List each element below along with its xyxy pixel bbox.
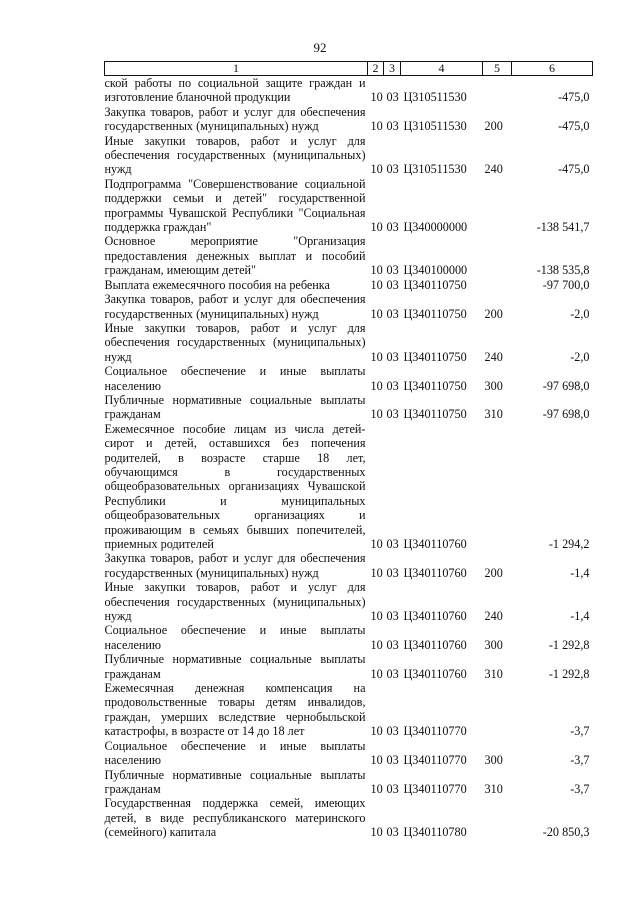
header-col-4: 4 [401,62,483,76]
row-expense-type: 200 [484,565,503,580]
row-amount: -475,0 [558,119,590,134]
row-target-article: Ц340110760 [403,565,467,580]
table-row [105,580,593,623]
row-amount: -1 292,8 [548,637,590,652]
header-col-6: 6 [512,62,593,76]
row-expense-type: 310 [484,407,503,422]
table-row [105,292,593,321]
header-col-5: 5 [483,62,512,76]
row-target-article: Ц340100000 [403,263,468,278]
row-target-article: Ц340110770 [403,781,467,796]
row-subsection: 03 [386,263,399,278]
table-row [105,652,593,681]
row-subsection: 03 [386,609,399,624]
row-subsection: 03 [386,565,399,580]
row-expense-type: 300 [484,753,503,768]
row-expense-type [483,681,512,739]
table-row [105,234,593,277]
row-target-article: Ц340110770 [403,753,467,768]
row-name: Иные закупки товаров, работ и услуг для обеспечения государственных (муниципальных) нужд [104,580,366,624]
header-col-2: 2 [368,62,384,76]
budget-table [104,61,593,840]
row-amount: -475,0 [558,90,590,105]
table-row [105,393,593,422]
row-section: 10 [370,277,383,292]
row-target-article: Ц340110770 [403,724,467,739]
row-subsection: 03 [386,666,399,681]
row-expense-type [483,422,512,552]
row-amount: -97 698,0 [542,378,590,393]
row-amount: -3,7 [570,724,590,739]
row-amount: -1,4 [570,609,590,624]
row-amount: -2,0 [570,349,590,364]
row-section: 10 [370,666,383,681]
row-section: 10 [370,724,383,739]
row-target-article: Ц340110750 [403,407,467,422]
table-row [105,134,593,177]
row-amount: -3,7 [570,781,590,796]
row-amount: -3,7 [570,753,590,768]
row-subsection: 03 [386,119,399,134]
row-target-article: Ц340110760 [403,537,467,551]
table-row [105,364,593,393]
row-subsection: 03 [386,277,399,292]
row-name: Государственная поддержка семей, имеющих детей, в виде республиканского материнского (семейного) капитала [104,796,366,840]
row-subsection: 03 [386,349,399,364]
row-amount: -1,4 [570,565,590,580]
row-target-article: Ц340110750 [403,378,467,393]
row-section: 10 [370,220,383,235]
header-col-1: 1 [105,62,368,76]
row-expense-type [483,278,512,292]
row-expense-type [483,234,512,277]
row-section: 10 [370,609,383,624]
row-subsection: 03 [386,306,399,321]
row-name: Закупка товаров, работ и услуг для обеспечения государственных (муниципальных) нужд [104,551,366,580]
table-row [105,623,593,652]
row-amount: -1 292,8 [548,666,590,681]
row-name: Подпрограмма "Совершенствование социальной поддержки семьи и детей" государственной программы Чувашской Республики "Социальная поддержка граждан" [104,176,366,235]
table-row [105,76,593,105]
row-section: 10 [370,637,383,652]
header-col-3: 3 [384,62,401,76]
table-row [105,422,593,552]
row-name: Иные закупки товаров, работ и услуг для обеспечения государственных (муниципальных) нужд [104,320,366,364]
row-amount: -138 535,8 [536,263,590,278]
table-row [105,739,593,768]
row-target-article: Ц310511530 [403,162,467,177]
row-section: 10 [370,263,383,278]
table-header [105,62,593,76]
row-expense-type: 300 [484,637,503,652]
row-name: Социальное обеспечение и иные выплаты населению [104,738,366,768]
table-row [105,321,593,364]
row-section: 10 [370,306,383,321]
table-body [105,76,593,840]
row-subsection: 03 [386,724,399,739]
row-expense-type: 240 [484,349,503,364]
row-amount: -475,0 [558,162,590,177]
row-subsection: 03 [386,637,399,652]
row-subsection: 03 [386,162,399,177]
row-amount: -20 850,3 [542,825,590,840]
row-name: Социальное обеспечение и иные выплаты населению [104,623,366,652]
row-amount: -97 698,0 [542,407,590,422]
row-expense-type [483,177,512,235]
row-section: 10 [370,825,383,840]
row-expense-type [483,76,512,105]
row-target-article: Ц340110750 [403,277,467,292]
row-section: 10 [370,407,383,422]
row-name: Публичные нормативные социальные выплаты гражданам [104,767,366,796]
row-name: Публичные нормативные социальные выплаты гражданам [104,392,366,422]
row-name: Публичные нормативные социальные выплаты гражданам [104,652,366,681]
row-section: 10 [370,119,383,134]
row-name: Иные закупки товаров, работ и услуг для обеспечения государственных (муниципальных) нужд [104,133,366,177]
page-number: 92 [313,40,327,55]
row-target-article: Ц340110780 [403,825,467,840]
row-expense-type: 240 [484,162,503,177]
row-name: Ежемесячная денежная компенсация на продовольственные товары детям инвалидов, граждан, умерших вследствие чернобыльской катастрофы, в возрасте от 14 до 18 лет [104,681,366,739]
row-subsection: 03 [386,753,399,768]
row-name: Основное мероприятие "Организация предоставления денежных выплат и пособий гражданам, имеющим детей" [104,234,366,278]
table-row [105,278,593,292]
row-target-article: Ц340000000 [403,220,468,235]
row-target-article: Ц310511530 [403,119,467,134]
row-target-article: Ц340110750 [403,306,467,321]
row-section: 10 [370,565,383,580]
table-row [105,177,593,235]
row-subsection: 03 [386,220,399,235]
row-section: 10 [370,349,383,364]
row-target-article: Ц340110760 [403,637,467,652]
row-amount: -1 294,2 [548,537,590,551]
row-subsection: 03 [386,781,399,796]
row-expense-type [483,796,512,839]
row-expense-type: 300 [484,378,503,393]
row-section: 10 [370,753,383,768]
row-section: 10 [370,162,383,177]
row-name: Закупка товаров, работ и услуг для обеспечения государственных (муниципальных) нужд [104,292,366,321]
table-row [105,768,593,797]
row-section: 10 [370,90,383,105]
row-amount: -138 541,7 [536,220,590,235]
row-expense-type: 240 [484,609,503,624]
row-name: Закупка товаров, работ и услуг для обеспечения государственных (муниципальных) нужд [104,104,366,134]
row-section: 10 [370,537,383,551]
row-section: 10 [370,781,383,796]
row-subsection: 03 [386,407,399,422]
row-subsection: 03 [386,537,399,551]
row-target-article: Ц340110760 [403,666,467,681]
table-row [105,796,593,839]
row-amount: -97 700,0 [542,277,590,292]
row-target-article: Ц340110750 [403,349,467,364]
row-name: Социальное обеспечение и иные выплаты населению [104,364,366,393]
row-name: ской работы по социальной защите граждан и изготовление бланочной продукции [104,76,366,105]
row-expense-type: 310 [484,666,503,681]
row-subsection: 03 [386,825,399,840]
row-amount: -2,0 [570,306,590,321]
row-subsection: 03 [386,90,399,105]
row-expense-type: 200 [484,119,503,134]
table-row [105,105,593,134]
row-expense-type: 310 [484,781,503,796]
row-subsection: 03 [386,378,399,393]
row-target-article: Ц340110760 [403,609,467,624]
row-name: Ежемесячное пособие лицам из числа детей-сирот и детей, оставшихся без попечения родителей, в возрасте старше 18 лет, обучающимся в государственных общеобразовательных организациях Чувашской Республики и муниципальных общеобразовательных организациях и проживающим в семьях бывших попечителей, приемных родителей [104,421,366,551]
row-target-article: Ц310511530 [403,90,467,105]
row-section: 10 [370,378,383,393]
row-expense-type: 200 [484,306,503,321]
table-row [105,551,593,580]
table-row [105,681,593,739]
row-name: Выплата ежемесячного пособия на ребенка [104,277,330,292]
